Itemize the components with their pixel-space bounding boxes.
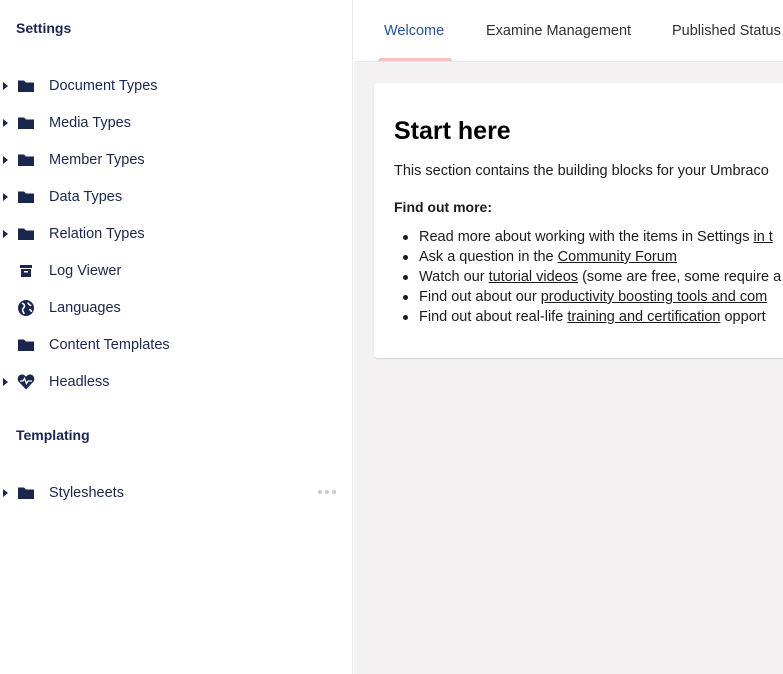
caret-right-icon[interactable] [3,378,8,386]
intro-text: This section contains the building blocks for your Umbraco [394,163,769,179]
caret-right-icon[interactable] [3,119,8,127]
tree-item-label: Data Types [49,188,123,205]
tree-item-label: Stylesheets [49,484,124,501]
more-options-icon[interactable] [318,490,336,494]
tree-item-document-types[interactable] [0,67,352,104]
tree-item-label: Media Types [49,114,131,131]
caret-right-icon[interactable] [3,193,8,201]
resource-list [394,227,781,327]
tree-item-label: Member Types [49,151,145,168]
productivity-tools-link[interactable]: productivity boosting tools and com [540,289,768,305]
section-title-settings: Settings [16,20,72,36]
list-item [394,287,781,307]
list-item-text: Find out about our [419,289,541,305]
tree-item-media-types[interactable] [0,104,352,141]
page-title: Start here [394,117,511,145]
tree-item-label: Log Viewer [49,262,122,279]
tree-item-log-viewer[interactable] [0,252,352,289]
tutorial-videos-link[interactable]: tutorial videos [488,269,579,285]
tab-bar [354,0,783,62]
folder-icon [17,188,35,206]
list-item [394,247,781,267]
tree-item-label: Languages [49,299,121,316]
folder-icon [17,77,35,95]
tab-published-status[interactable]: Published Status [672,23,781,39]
caret-right-icon[interactable] [3,230,8,238]
list-item [394,267,781,287]
caret-right-icon[interactable] [3,156,8,164]
tree-item-data-types[interactable] [0,178,352,215]
folder-icon [17,336,35,354]
welcome-card [374,83,783,358]
heart-icon [17,373,35,391]
list-item-text: Ask a question in the [419,249,558,265]
caret-right-icon[interactable] [3,82,8,90]
settings-docs-link[interactable]: in t [753,229,773,245]
tree-item-relation-types[interactable] [0,215,352,252]
section-title-templating: Templating [16,427,90,443]
sidebar [0,0,353,674]
list-item-suffix: opport [720,309,766,325]
tree-item-label: Document Types [49,77,158,94]
list-item-text: Find out about real-life [419,309,568,325]
list-item [394,227,781,247]
caret-right-icon[interactable] [3,489,8,497]
find-out-more-heading: Find out more: [394,199,492,215]
tree-item-stylesheets[interactable] [0,474,352,511]
tree-item-member-types[interactable] [0,141,352,178]
tab-examine-management[interactable]: Examine Management [486,23,632,39]
tree-item-headless[interactable] [0,363,352,400]
active-tab-indicator [378,58,452,62]
community-forum-link[interactable]: Community Forum [557,249,677,265]
folder-icon [17,225,35,243]
folder-icon [17,151,35,169]
folder-icon [17,484,35,502]
tree-item-label: Headless [49,373,110,390]
main-content [354,0,783,674]
folder-icon [17,114,35,132]
tree-item-content-templates[interactable] [0,326,352,363]
tab-welcome[interactable]: Welcome [384,23,445,39]
list-item [394,307,781,327]
list-item-suffix: (some are free, some require a [578,269,782,285]
box-icon [17,262,35,280]
training-certification-link[interactable]: training and certification [567,309,721,325]
list-item-text: Watch our [419,269,489,285]
list-item-text: Read more about working with the items in Settings [419,229,754,245]
globe-icon [17,299,35,317]
tree-item-languages[interactable] [0,289,352,326]
tree-item-label: Content Templates [49,336,170,353]
tree-item-label: Relation Types [49,225,145,242]
